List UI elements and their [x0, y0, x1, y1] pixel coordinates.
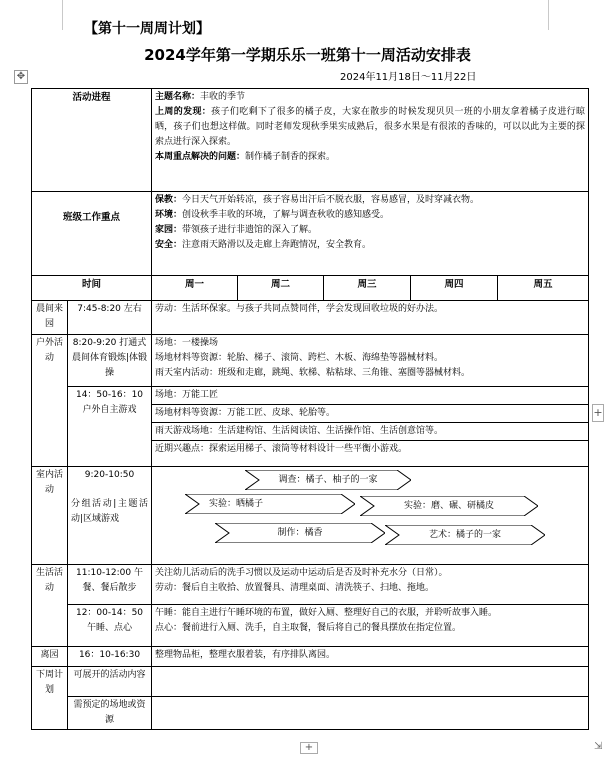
margin-guide [62, 0, 63, 30]
outdoor-line: 雨天游戏场地：生活建构馆、生活阅读馆、生活操作馆、生活创意馆等。 [152, 423, 588, 441]
leave-content: 整理物品柜，整理衣服着装，有序排队离园。 [152, 647, 589, 667]
add-row-icon[interactable]: + [300, 742, 318, 754]
day-header: 周四 [411, 276, 498, 301]
class-work-item: 环境：创设秋季丰收的环境，了解与调查秋收的感知感受。 [155, 210, 390, 220]
day-header: 周三 [324, 276, 411, 301]
problem-value: 制作橘子制香的探索。 [245, 152, 336, 162]
class-work-item: 保教：今日天气开始转凉，孩子容易出汗后不脱衣服，容易感冒，及时穿减衣物。 [155, 195, 480, 205]
indoor-label: 室内活动 [32, 467, 68, 565]
life-line: 关注幼儿活动后的洗手习惯以及运动中运动后是否及时补充水分（日常）。 [155, 568, 448, 578]
arrow-shape [215, 523, 385, 543]
outdoor-slot2-time: 14：50-16：10 户外自主游戏 [68, 387, 152, 467]
next-week-label: 下周计划 [32, 667, 68, 730]
life-slot2-cell [152, 605, 589, 647]
day-header: 周一 [152, 276, 238, 301]
day-header: 周二 [238, 276, 324, 301]
class-work-item: 家园：带领孩子进行非遗馆的深入了解。 [155, 225, 318, 235]
class-work-cell [152, 192, 589, 276]
class-work-label: 班级工作重点 [32, 192, 152, 276]
outdoor-line: 场地：万能工匠 [152, 387, 588, 405]
outdoor-label: 户外活动 [32, 335, 68, 467]
life-slot1-cell [152, 565, 589, 605]
margin-guide [548, 0, 549, 30]
leave-time: 16：10-16:30 [68, 647, 152, 667]
last-week-text: 孩子们吃剩下了很多的橘子皮，大家在散步的时候发现贝贝一班的小朋友拿着橘子皮进行晾晒，孩子们也想这样做。同时老师发现秋季果实成熟后，很多水果是有很浓的香味的，可以以此为主要的探索点进行深入探索。 [155, 107, 586, 147]
morning-content: 劳动：生活环保家。与孩子共同点赞同伴，学会发现回收垃圾的好办法。 [152, 301, 589, 335]
problem-label: 本周重点解决的问题： [155, 152, 246, 162]
arrow-label: 实验：磨、碾、研橘皮 [404, 501, 495, 511]
arrow-shape [385, 525, 545, 545]
next-week-row2: 需预定的场地或资源 [68, 697, 152, 730]
progress-cell [152, 89, 589, 192]
indoor-time: 9:20-10:50 [84, 470, 135, 480]
outdoor-line: 雨天室内活动：班级和走廊，跳绳、软梯、粘粘球、三角锥、塞圈等器械材料。 [155, 368, 471, 378]
table-resize-icon[interactable]: ⇲ [594, 741, 603, 752]
outdoor-line: 近期兴趣点：探索运用梯子、滚筒等材料设计一些平衡小游戏。 [155, 444, 408, 454]
arrow-label: 艺术：橘子的一家 [429, 530, 502, 540]
next-week-row2-value[interactable] [152, 697, 589, 730]
indoor-time-cell [68, 467, 152, 565]
schedule-table [31, 88, 589, 730]
next-week-row1: 可展开的活动内容 [68, 667, 152, 697]
morning-time: 7:45-8:20 左右 [68, 301, 152, 335]
leave-label: 离园 [32, 647, 68, 667]
outdoor-line: 场地材料等资源：轮胎、梯子、滚筒、跨栏、木板、海绵垫等器械材料。 [155, 353, 444, 363]
life-slot2-time: 12：00-14：50 午睡、点心 [68, 605, 152, 647]
time-header: 时间 [32, 276, 152, 301]
arrow-label: 制作：橘香 [277, 528, 323, 538]
arrow-diagram [155, 468, 585, 552]
life-line: 点心：餐前进行入厕、洗手，自主取餐，餐后将自己的餐具摆放在指定位置。 [155, 623, 462, 633]
day-header: 周五 [498, 276, 589, 301]
table-move-handle-icon[interactable]: ✥ [14, 70, 28, 84]
life-label: 生活活动 [32, 565, 68, 647]
arrow-shape [360, 496, 538, 516]
outdoor-slot2-cell [152, 387, 589, 467]
class-work-item: 安全：注意雨天路滑以及走廊上奔跑情况，安全教育。 [155, 240, 372, 250]
last-week-label: 上周的发现： [155, 107, 212, 117]
outdoor-slot1-time: 8:20-9:20 打通式晨间体育锻炼|体锻操 [68, 335, 152, 387]
theme-value: 丰收的季节 [200, 92, 246, 102]
outdoor-line: 场地材料等资源：万能工匠、皮球、轮胎等。 [152, 405, 588, 423]
life-slot1-time: 11:10-12:00 午餐、餐后散步 [68, 565, 152, 605]
indoor-arrows-cell [152, 467, 589, 565]
outdoor-line: 场地：一楼操场 [155, 338, 219, 348]
progress-label: 活动进程 [32, 89, 152, 192]
life-line: 午睡：能自主进行午睡环境的布置，做好入厕、整理好自己的衣服，并聆听故事入睡。 [155, 608, 498, 618]
morning-label: 晨间来园 [32, 301, 68, 335]
outdoor-slot1-cell [152, 335, 589, 387]
date-range: 2024年11月18日～11月22日 [340, 72, 477, 83]
theme-label: 主题名称： [155, 92, 201, 102]
add-column-icon[interactable]: + [592, 404, 604, 422]
next-week-row1-value[interactable] [152, 667, 589, 697]
arrow-label: 调查：橘子、柚子的一家 [278, 475, 378, 485]
arrow-shape [245, 470, 411, 490]
arrow-label: 实验：晒橘子 [209, 499, 264, 509]
page-title: 2024学年第一学期乐乐一班第十一周活动安排表 [144, 46, 471, 64]
indoor-time-desc: 分组活动|主题活动|区域游戏 [71, 499, 149, 524]
life-line: 劳动：餐后自主收拾、放置餐具、清理桌面、清洗筷子、扫地、拖地。 [155, 583, 435, 593]
plan-tag: 【第十一周周计划】 [84, 21, 210, 37]
arrow-shape [185, 494, 355, 514]
